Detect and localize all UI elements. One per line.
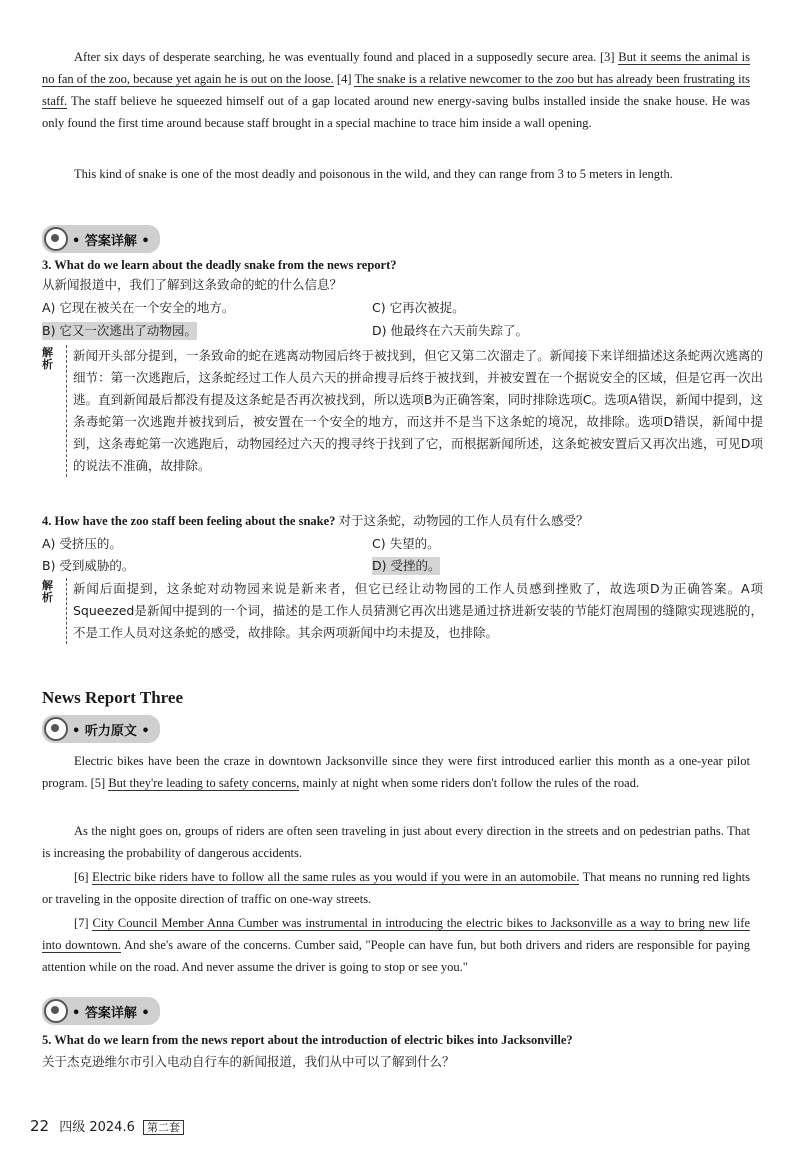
underlined-sentence-3: But it seems the animal is no fan of the zoo, because yet again he is out on the loose.: [42, 50, 750, 86]
underlined-sentence-4: The snake is a relative newcomer to the zoo but has already been frustrating its staff.: [42, 72, 750, 108]
explanation-tag: 解析: [42, 579, 53, 604]
magazine-label: 四级 2024.6: [59, 1120, 135, 1135]
page-number: 22: [30, 1117, 50, 1135]
paragraph-cumber: [42, 912, 750, 978]
marker-4: [4]: [333, 72, 355, 86]
badge-label: • 答案详解 •: [72, 1005, 150, 1021]
answers-header: [42, 228, 160, 250]
question-3-cn: 从新闻报道中，我们了解到这条致命的蛇的什么信息？: [42, 277, 343, 292]
question-3: 3. What do we learn about the deadly snake from the news report?: [42, 258, 397, 272]
option-3c: C) 它再次被捉。: [372, 300, 465, 315]
option-4b: B) 受到威胁的。: [42, 558, 135, 573]
underlined-sentence-5: But they're leading to safety concerns,: [108, 776, 300, 790]
option-3b-correct: B) 它又一次逃出了动物园。: [42, 323, 197, 338]
text: That means no running red lights or traveling in the opposite direction of traffic on one-way streets.: [42, 870, 750, 906]
question-5: 5. What do we learn from the news report about the introduction of electric bikes into Jacksonville?: [42, 1033, 573, 1047]
text: After six days of desperate searching, he was eventually found and placed in a supposedly secure area.: [74, 50, 600, 64]
text: The staff believe he squeezed himself out of a gap located around new energy-saving bulbs installed inside the snake house. He was only found the first time around because staff brought in a special machine to trace him inside a wall opening.: [42, 94, 750, 130]
explanation-text: 新闻开头部分提到，一条致命的蛇在逃离动物园后终于被找到，但它又第二次溜走了。新闻接下来详细描述这条蛇两次逃离的细节：第一次逃跑后，这条蛇经过工作人员六天的拼命搜寻后终于被找到，并被安置在一个据说安全的区域，但是它再一次出逃。直到新闻最后都没有提及这条蛇是否再次被找到，所以选项B为正确答案，同时排除选项C。选项A错误，新闻中提到，这条毒蛇第一次逃跑并被找到后，被安置在一个安全的地方，而这并不是当下这条蛇的境况，故排除。选项D错误，新闻中提到，这条毒蛇第一次逃跑后，动物园经过六天的搜寻终于找到了它，而根据新闻所述，这条蛇被安置后又再次出逃，可见D项的说法不准确，故排除。: [66, 345, 763, 477]
question-4: [42, 512, 762, 530]
option-4a: A) 受挤压的。: [42, 536, 122, 551]
option-3d: D) 他最终在六天前失踪了。: [372, 323, 528, 338]
edition-label: 第二套: [143, 1120, 184, 1135]
marker-6: [6]: [74, 870, 93, 884]
badge-label: • 听力原文 •: [72, 723, 150, 739]
option-3a: A) 它现在被关在一个安全的地方。: [42, 300, 235, 315]
text: mainly at night when some riders don't follow the rules of the road.: [299, 776, 640, 790]
paragraph-riders: As the night goes on, groups of riders are often seen traveling in just about every direction in the streets and on pedestrian paths. That is increasing the probability of dangerous accidents.: [42, 824, 750, 860]
explanation-3: [42, 345, 763, 507]
text: And she's aware of the concerns. Cumber said, "People can have fun, but both drivers and riders are responsible for paying attention while on the road. And never assume the driver is going to stop or see you.": [42, 938, 750, 974]
disc-icon: [44, 717, 68, 741]
option-4d-correct: D) 受挫的。: [372, 558, 441, 573]
question-5-cn: 关于杰克逊维尔市引入电动自行车的新闻报道，我们从中可以了解到什么？: [42, 1054, 455, 1069]
explanation-4: [42, 578, 763, 670]
disc-icon: [44, 227, 68, 251]
page-footer: [30, 1116, 184, 1135]
section-title: News Report Three: [42, 688, 184, 707]
script-badge: [42, 715, 160, 743]
underlined-sentence-7: City Council Member Anna Cumber was instrumental in introducing the electric bikes to Jacksonville as a way to bring new life into downtown.: [42, 916, 750, 952]
answers-badge: [42, 997, 160, 1025]
option-4c: C) 失望的。: [372, 536, 440, 551]
answers-badge: [42, 225, 160, 253]
question-4-cn: 对于这条蛇，动物园的工作人员有什么感受？: [338, 513, 589, 528]
underlined-sentence-6: Electric bike riders have to follow all the same rules as you would if you were in an automobile.: [92, 870, 580, 884]
paragraph-rules: [42, 866, 750, 910]
marker-5: [5]: [90, 776, 109, 790]
paragraph-snake-story: [42, 46, 750, 134]
paragraph-ebikes: [42, 750, 750, 794]
disc-icon: [44, 999, 68, 1023]
marker-7: [7]: [74, 916, 93, 930]
marker-3: [3]: [600, 50, 619, 64]
script-header: [42, 718, 160, 740]
question-4-en: 4. How have the zoo staff been feeling about the snake?: [42, 514, 336, 528]
answers-header-2: [42, 1000, 160, 1022]
paragraph-snake-length: This kind of snake is one of the most deadly and poisonous in the wild, and they can range from 3 to 5 meters in length.: [74, 167, 673, 181]
explanation-tag: 解析: [42, 346, 53, 371]
badge-label: • 答案详解 •: [72, 233, 150, 249]
explanation-text: 新闻后面提到，这条蛇对动物园来说是新来者，但它已经让动物园的工作人员感到挫败了，故选项D为正确答案。A项Squeezed是新闻中提到的一个词，描述的是工作人员猜测它再次出逃是通过挤进新安装的节能灯泡周围的缝隙实现逃脱的，不是工作人员对这条蛇的感受，故排除。其余两项新闻中均未提及，也排除。: [66, 578, 763, 644]
text: Electric bikes have been the craze in downtown Jacksonville since they were first introduced earlier this month as a one-year pilot program.: [42, 754, 750, 790]
